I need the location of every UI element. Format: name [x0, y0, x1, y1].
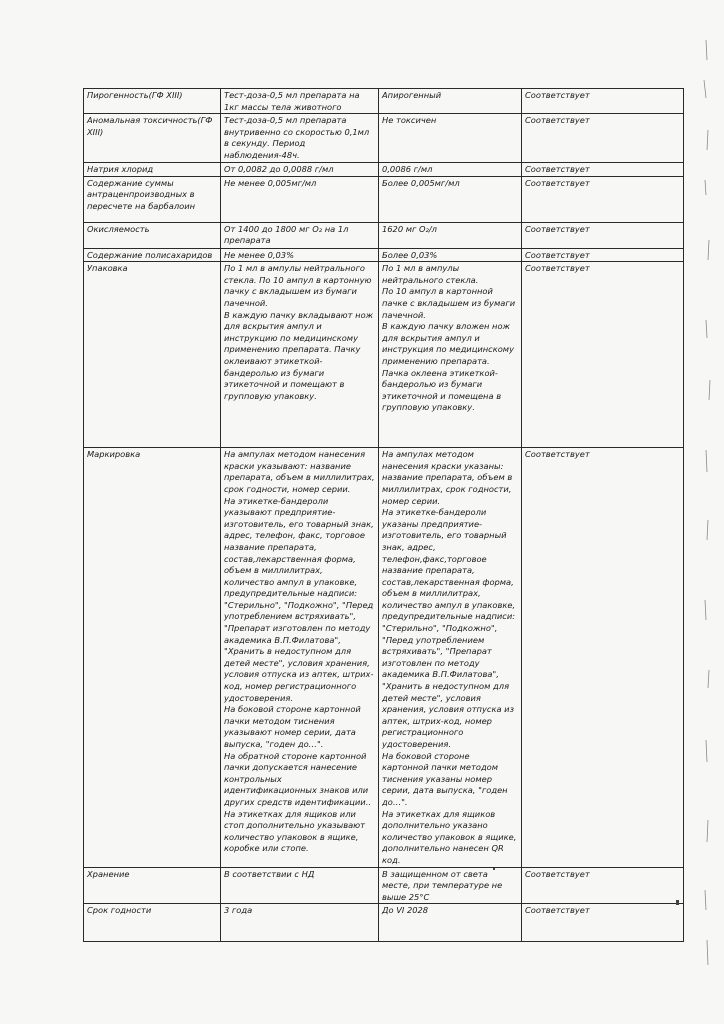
- conclusion-cell: Соответствует: [522, 248, 684, 262]
- requirement-cell: Не менее 0,03%: [221, 248, 379, 262]
- table-row: [84, 262, 684, 448]
- requirement-cell: От 1400 до 1800 мг О₂ на 1л препарата: [221, 222, 379, 248]
- parameter-cell: Окисляемость: [84, 222, 221, 248]
- table-row: [84, 867, 684, 904]
- parameter-cell: Содержание полисахаридов: [84, 248, 221, 262]
- parameter-cell: Маркировка: [84, 448, 221, 867]
- result-cell: До VI 2028: [379, 904, 522, 942]
- requirement-cell: Тест-доза-0,5 мл препарата внутривенно со скоростью 0,1мл в секунду. Период наблюдения-48ч.: [221, 114, 379, 162]
- conclusion-cell: Соответствует: [522, 114, 684, 162]
- conclusion-cell: Соответствует: [522, 262, 684, 448]
- requirement-cell: Тест-доза-0,5 мл препарата на 1кг массы тела животного: [221, 89, 379, 114]
- conclusion-cell: Соответствует: [522, 222, 684, 248]
- requirement-cell: На ампулах методом нанесения краски указывают: название препарата, объем в миллилитрах, срок годности, номер серии. На этикетке-бандероли указывают предприятие-изготовитель, его товарный знак, адрес, телефон, факс, торговое название препарата, состав,лекарственная форма, объем в миллилитрах, количество ампул в упаковке, предупредительные надписи: "Стерильно", "Подкожно", "Перед употреблением встряхивать", "Препарат изготовлен по методу академика В.П.Филатова", "Хранить в недоступном для детей месте", условия хранения, условия отпуска из аптек, штрих-код, номер регистрационного удостоверения. На боковой стороне картонной пачки методом тиснения указывают номер серии, дата выпуска, "годен до…". На обратной стороне картонной пачки допускается нанесение контрольных идентификационных знаков или других средств идентификации.. На этикетках для ящиков или стоп дополнительно указывают количество упаковок в ящике, коробке или стопе.: [221, 448, 379, 867]
- conclusion-cell: Соответствует: [522, 89, 684, 114]
- table-row: [84, 176, 684, 222]
- table-row: [84, 114, 684, 162]
- conclusion-cell: Соответствует: [522, 176, 684, 222]
- result-cell: 1620 мг О₂/л: [379, 222, 522, 248]
- scan-dot: [493, 868, 495, 870]
- result-cell: Не токсичен: [379, 114, 522, 162]
- requirement-cell: По 1 мл в ампулы нейтрального стекла. По 10 ампул в картонную пачку с вкладышем из бумаги пачечной. В каждую пачку вкладывают нож для вскрытия ампул и инструкцию по медицинскому применению препарата. Пачку оклеивают этикеткой-бандеролью из бумаги этикеточной и помещают в групповую упаковку.: [221, 262, 379, 448]
- result-cell: 0,0086 г/мл: [379, 162, 522, 176]
- result-cell: На ампулах методом нанесения краски указаны: название препарата, объем в миллилитрах, срок годности, номер серии. На этикетке-бандероли указаны предприятие-изготовитель, его товарный знак, адрес, телефон,факс,торговое название препарата, состав,лекарственная форма, объем в миллилитрах, количество ампул в упаковке, предупредительные надписи: "Стерильно", "Подкожно", "Перед употреблением встряхивать", "Препарат изготовлен по методу академика В.П.Филатова", "Хранить в недоступном для детей месте", условия хранения, условия отпуска из аптек, штрих-код, номер регистрационного удостоверения. На боковой стороне картонной пачки методом тиснения указаны номер серии, дата выпуска, "годен до…". На этикетках для ящиков дополнительно указано количество упаковок в ящике, дополнительно нанесен QR код.: [379, 448, 522, 867]
- requirement-cell: 3 года: [221, 904, 379, 942]
- parameter-cell: Содержание суммы антраценпроизводных в пересчете на барбалоин: [84, 176, 221, 222]
- parameter-cell: Аномальная токсичность(ГФ XIII): [84, 114, 221, 162]
- table-row: [84, 222, 684, 248]
- requirement-cell: В соответствии с НД: [221, 867, 379, 904]
- table-row: [84, 162, 684, 176]
- conclusion-cell: Соответствует: [522, 162, 684, 176]
- result-cell: В защищенном от света месте, при температуре не выше 25°С: [379, 867, 522, 904]
- quality-spec-table: [83, 88, 684, 942]
- requirement-cell: Не менее 0,005мг/мл: [221, 176, 379, 222]
- table-row: [84, 248, 684, 262]
- result-cell: Более 0,005мг/мл: [379, 176, 522, 222]
- requirement-cell: От 0,0082 до 0,0088 г/мл: [221, 162, 379, 176]
- conclusion-cell: Соответствует: [522, 904, 684, 942]
- result-cell: Апирогенный: [379, 89, 522, 114]
- table-row: [84, 448, 684, 867]
- conclusion-cell: Соответствует: [522, 867, 684, 904]
- parameter-cell: Срок годности: [84, 904, 221, 942]
- parameter-cell: Упаковка: [84, 262, 221, 448]
- table-row: [84, 904, 684, 942]
- parameter-cell: Натрия хлорид: [84, 162, 221, 176]
- table-row: [84, 89, 684, 114]
- conclusion-cell: Соответствует: [522, 448, 684, 867]
- parameter-cell: Пирогенность(ГФ XIII): [84, 89, 221, 114]
- scan-dot: [676, 900, 679, 905]
- parameter-cell: Хранение: [84, 867, 221, 904]
- result-cell: Более 0,03%: [379, 248, 522, 262]
- result-cell: По 1 мл в ампулы нейтрального стекла. По 10 ампул в картонной пачке с вкладышем из бумаги пачечной. В каждую пачку вложен нож для вскрытия ампул и инструкция по медицинскому применению препарата. Пачка оклеена этикеткой-бандеролью из бумаги этикеточной и помещена в групповую упаковку.: [379, 262, 522, 448]
- scan-edge-artifact: [694, 20, 716, 980]
